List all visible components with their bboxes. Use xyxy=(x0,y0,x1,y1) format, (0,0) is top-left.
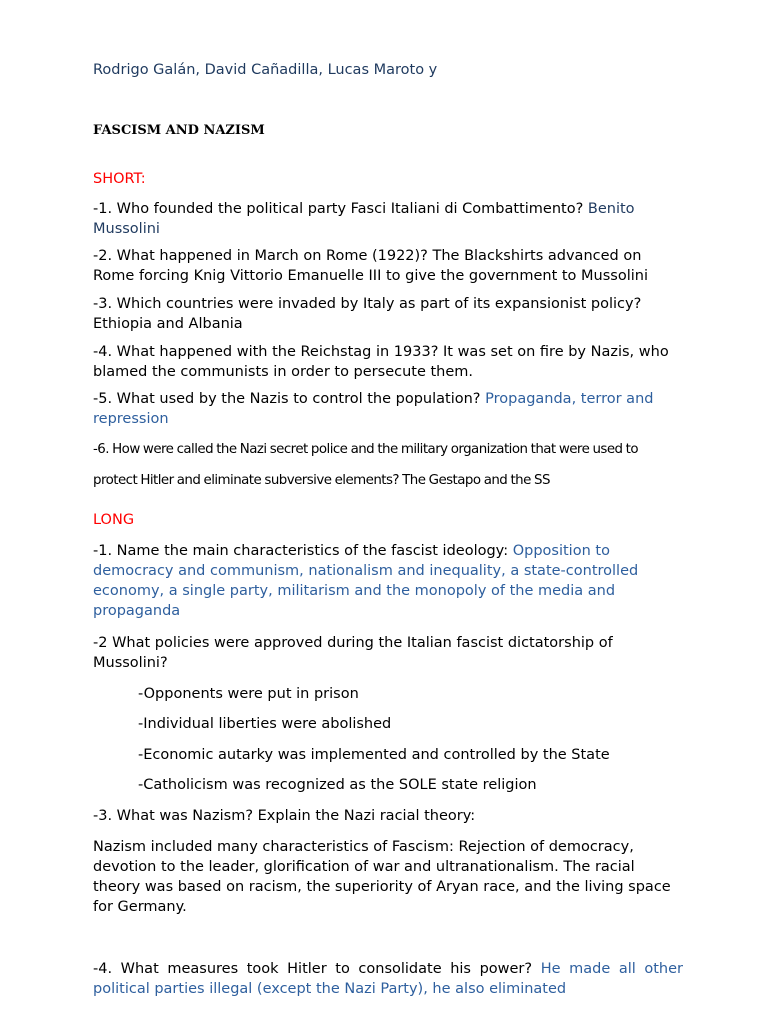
short-q6-line2: protect Hitler and eliminate subversive elements? The Gestapo and the SS xyxy=(93,473,550,488)
long-q3: -3. What was Nazism? Explain the Nazi racial theory: xyxy=(93,808,476,824)
answer-text: Benito Mussolini xyxy=(93,201,635,237)
short-q6-line1: -6. How were called the Nazi secret police and the military organization that were used to xyxy=(93,442,639,457)
short-q5 xyxy=(93,389,683,429)
short-q1 xyxy=(93,199,683,239)
question-text: -3. Which countries were invaded by Italy as part of its expansionist policy? xyxy=(93,296,642,312)
policy-item: -Opponents were put in prison xyxy=(138,686,359,702)
long-q4 xyxy=(93,959,683,999)
long-heading: LONG xyxy=(93,512,135,528)
long-q2: -2 What policies were approved during the Italian fascist dictatorship of Mussolini? xyxy=(93,635,613,671)
short-q4 xyxy=(93,342,683,382)
answer-text: He made all other political parties illegal (except the Nazi Party), he also eliminated xyxy=(93,961,683,997)
policy-item: -Economic autarky was implemented and controlled by the State xyxy=(138,747,610,763)
answer-text: Propaganda, terror and repression xyxy=(93,391,654,427)
short-heading: SHORT: xyxy=(93,171,146,187)
answer-text: Opposition to democracy and communism, nationalism and inequality, a state-controlled economy, a single party, militarism and the monopoly of the media and propaganda xyxy=(93,543,639,619)
answer-text: Ethiopia and Albania xyxy=(93,316,243,332)
question-text: -1. Name the main characteristics of the fascist ideology: xyxy=(93,543,509,559)
long-q3-answer: Nazism included many characteristics of Fascism: Rejection of democracy, devotion to the leader, glorification of war and ultranationalism. The racial theory was based on racism, the superiority of Aryan race, and the living space for Germany. xyxy=(93,839,671,915)
policy-item: -Individual liberties were abolished xyxy=(138,716,392,732)
policy-item: -Catholicism was recognized as the SOLE state religion xyxy=(138,777,537,793)
answer-text: It was set on fire by Nazis, who blamed the communists in order to persecute them. xyxy=(93,344,669,380)
answer-text: The Blackshirts advanced on Rome forcing Knig Vittorio Emanuelle III to give the government to Mussolini xyxy=(93,248,648,284)
document-title: FASCISM AND NAZISM xyxy=(93,123,265,138)
question-text: -5. What used by the Nazis to control the population? xyxy=(93,391,481,407)
question-text: -4. What happened with the Reichstag in 1933? xyxy=(93,344,439,360)
question-text: -4. What measures took Hitler to consolidate his power? xyxy=(93,961,533,977)
question-text: -2. What happened in March on Rome (1922)? xyxy=(93,248,428,264)
question-text: -1. Who founded the political party Fasci Italiani di Combattimento? xyxy=(93,201,584,217)
short-q3 xyxy=(93,294,683,334)
authors-line: Rodrigo Galán, David Cañadilla, Lucas Maroto y xyxy=(93,62,438,78)
short-q2 xyxy=(93,246,683,286)
long-q1 xyxy=(93,541,683,621)
